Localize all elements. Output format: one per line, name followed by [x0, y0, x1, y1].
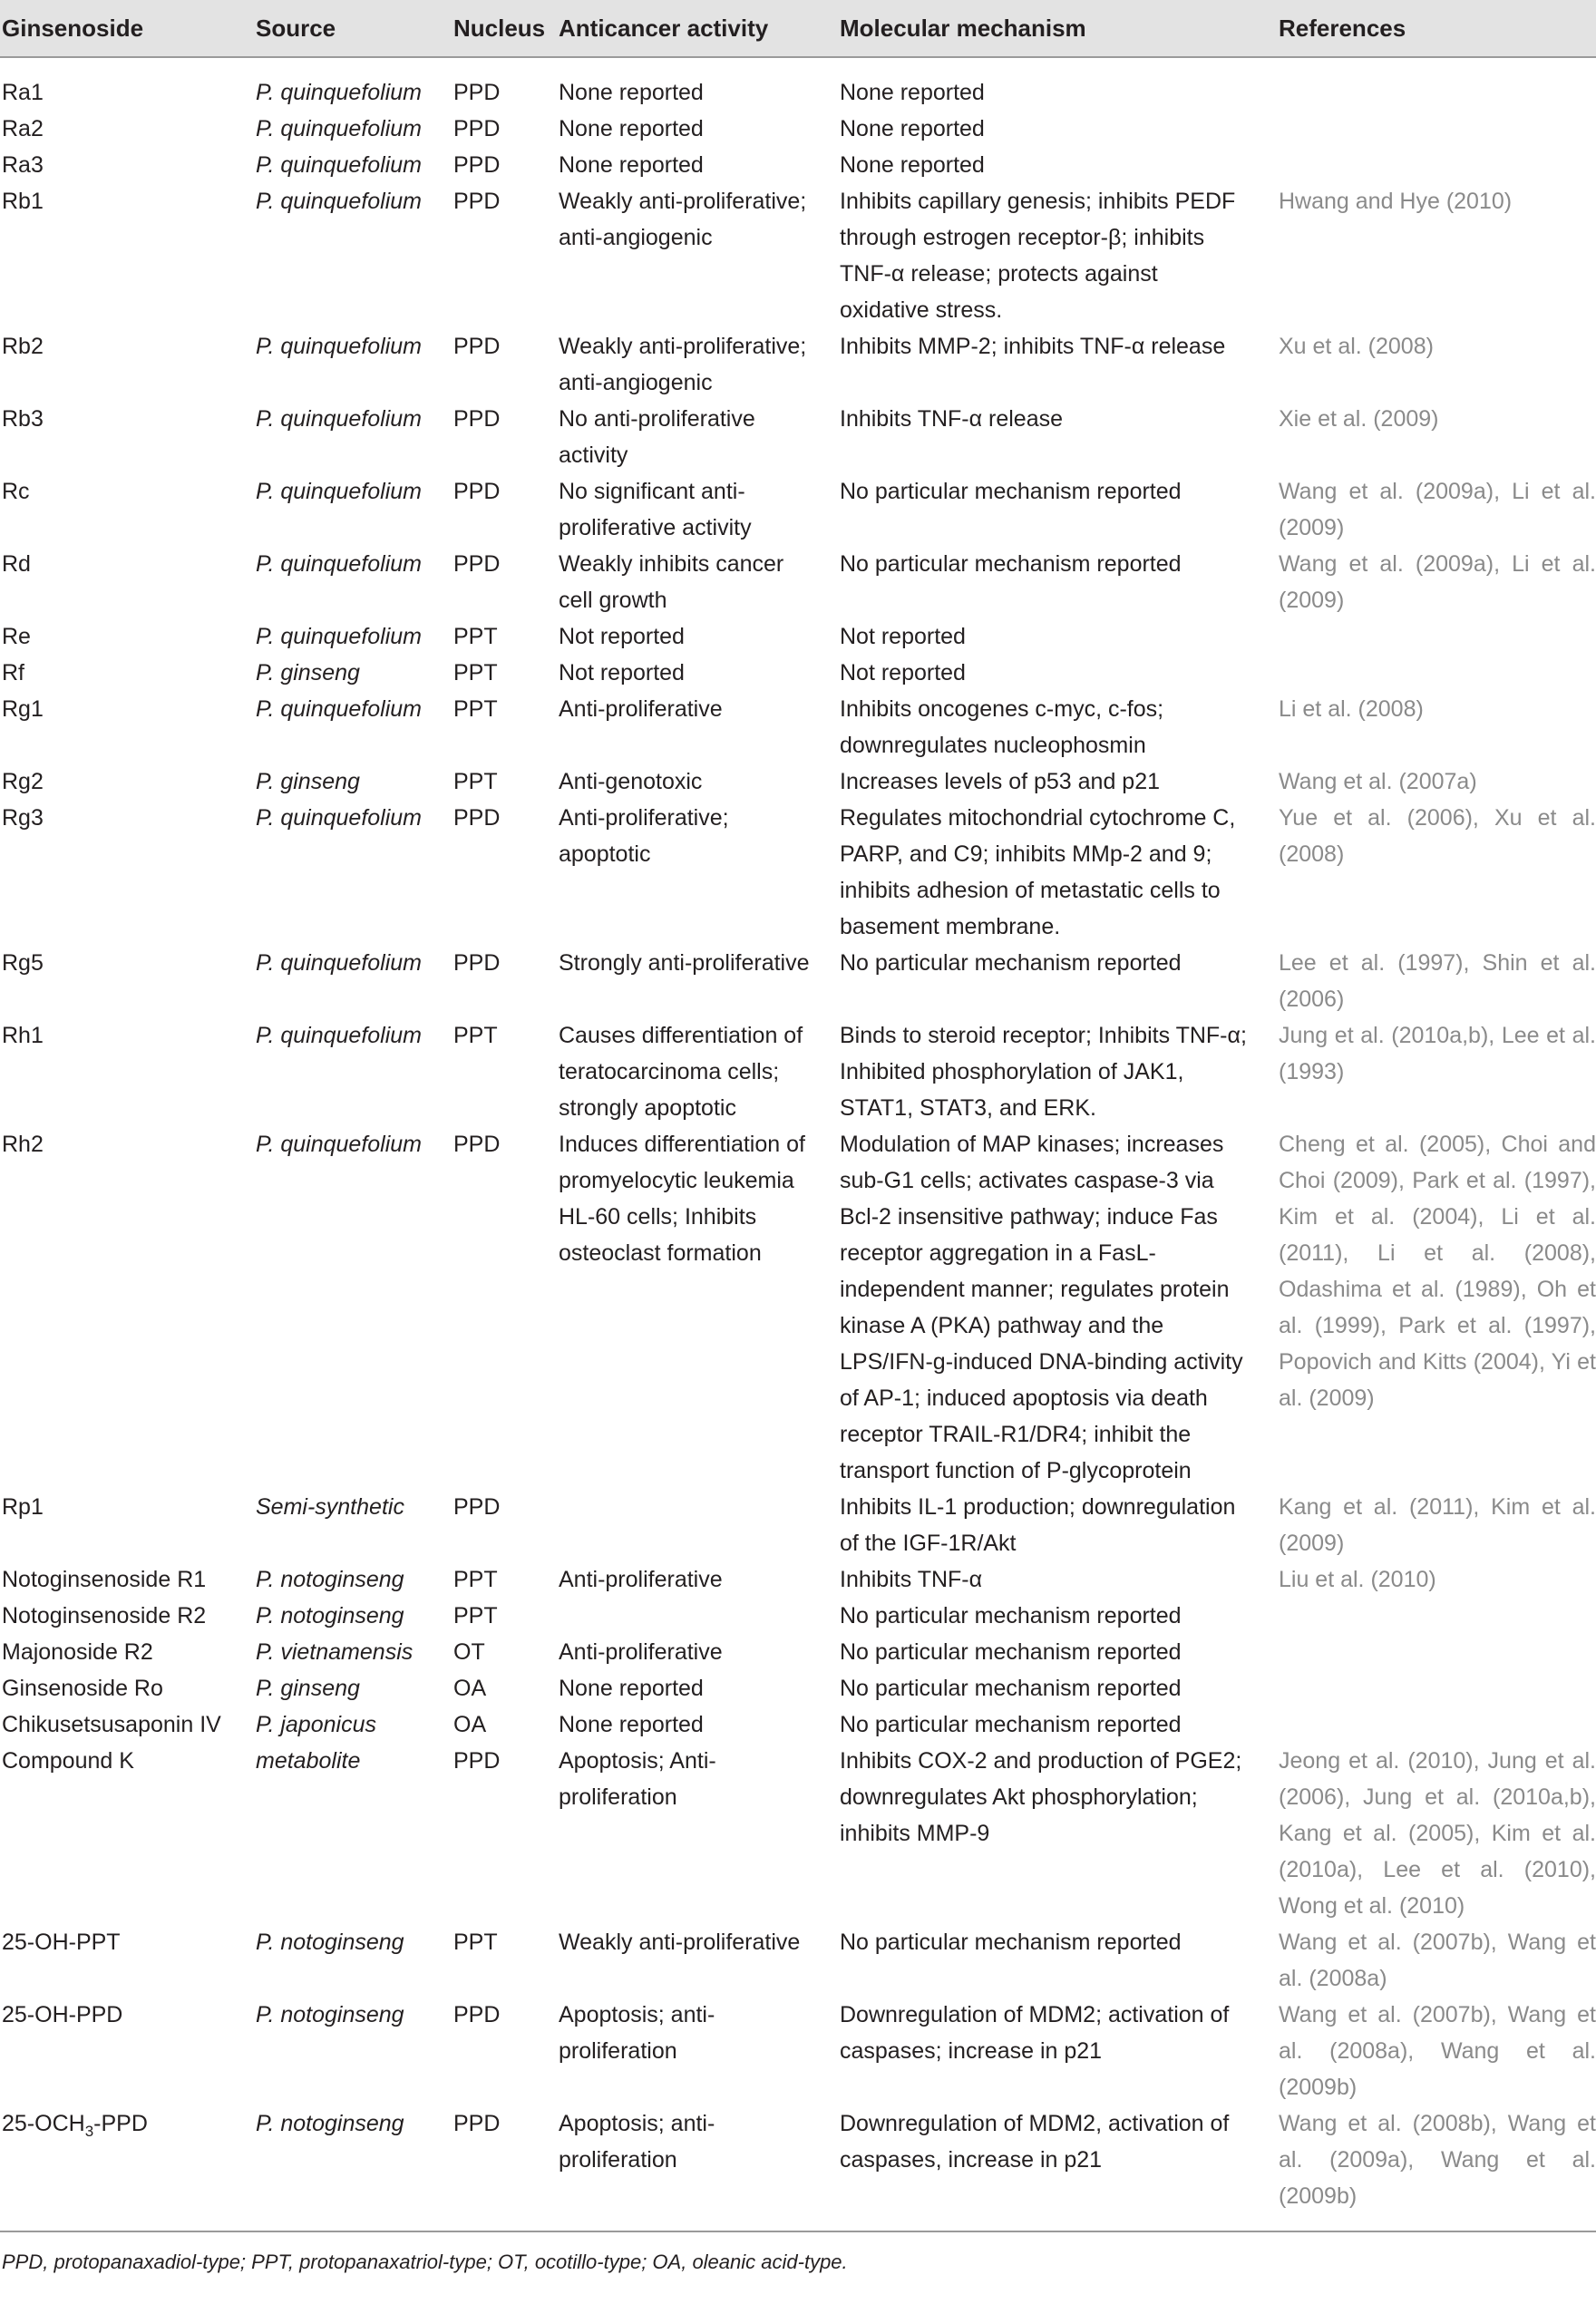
cell-references: Jeong et al. (2010), Jung et al. (2006), Jung et al. (2010a,b), Kang et al. (2005), Kim et al. (2010a), Lee et al. (2010), Wong et al. (2010)	[1279, 1748, 1596, 1919]
cell-activity: None reported	[559, 152, 704, 178]
cell-activity: Strongly anti-proliferative	[559, 950, 810, 976]
cell-mechanism: No particular mechanism reported	[840, 950, 1182, 976]
cell-references: Wang et al. (2009a), Li et al. (2009)	[1279, 479, 1596, 540]
cell-nucleus: OA	[453, 1712, 487, 1737]
cell-nucleus: PPD	[453, 805, 501, 831]
cell-activity: Weakly inhibits cancer cell growth	[559, 551, 784, 613]
cell-source: P. quinquefolium	[256, 696, 423, 722]
cell-activity: Anti-genotoxic	[559, 769, 703, 794]
table-row	[0, 1670, 1596, 1706]
table-row	[0, 111, 1596, 147]
cell-references: Yue et al. (2006), Xu et al. (2008)	[1279, 805, 1596, 867]
cell-nucleus: PPD	[453, 80, 501, 105]
header-nucleus: Nucleus	[435, 0, 540, 57]
cell-mechanism: No particular mechanism reported	[840, 1712, 1182, 1737]
cell-mechanism: Inhibits TNF-α release	[840, 406, 1064, 432]
cell-source: P. quinquefolium	[256, 80, 423, 105]
cell-references	[1260, 618, 1596, 655]
cell-ginsenoside: Ginsenoside Ro	[2, 1676, 163, 1701]
cell-ginsenoside: Rb3	[2, 406, 44, 432]
cell-mechanism: None reported	[840, 152, 985, 178]
cell-ginsenoside: 25-OH-PPD	[2, 2002, 123, 2027]
cell-nucleus: OT	[453, 1639, 485, 1665]
table-row	[0, 2105, 1596, 2214]
cell-references: Xie et al. (2009)	[1279, 406, 1439, 432]
cell-activity: Anti-proliferative	[559, 1567, 723, 1592]
cell-activity: Apoptosis; anti-proliferation	[559, 2002, 715, 2064]
table-row	[0, 618, 1596, 655]
table-row	[0, 473, 1596, 546]
cell-activity: Anti-proliferative	[559, 696, 723, 722]
cell-source: P. quinquefolium	[256, 479, 423, 504]
table-row	[0, 1743, 1596, 1924]
cell-activity: No anti-proliferative activity	[559, 406, 755, 468]
cell-references: Hwang and Hye (2010)	[1279, 189, 1513, 214]
cell-source: P. quinquefolium	[256, 334, 423, 359]
cell-ginsenoside: Rd	[2, 551, 31, 577]
cell-ginsenoside: Rh1	[2, 1023, 44, 1048]
table-row	[0, 401, 1596, 473]
cell-references: Wang et al. (2009a), Li et al. (2009)	[1279, 551, 1596, 613]
cell-source: P. quinquefolium	[256, 116, 423, 141]
cell-references	[1260, 147, 1596, 183]
cell-references: Wang et al. (2007a)	[1279, 769, 1477, 794]
cell-source: P. vietnamensis	[256, 1639, 414, 1665]
cell-nucleus: PPD	[453, 152, 501, 178]
cell-ginsenoside: $25-OCH_3$-PPD	[2, 2111, 148, 2140]
cell-ginsenoside: Rc	[2, 479, 30, 504]
cell-references	[1260, 1634, 1596, 1670]
cell-mechanism: No particular mechanism reported	[840, 551, 1182, 577]
cell-references: Lee et al. (1997), Shin et al. (2006)	[1279, 950, 1596, 1012]
cell-mechanism: Not reported	[840, 660, 966, 685]
cell-ginsenoside: Rf	[2, 660, 24, 685]
cell-activity: Induces differentiation of promyelocytic leukemia HL-60 cells; Inhibits osteoclast formation	[559, 1132, 805, 1266]
table-row	[0, 1017, 1596, 1126]
cell-nucleus: PPD	[453, 189, 501, 214]
cell-activity: Not reported	[559, 660, 685, 685]
cell-ginsenoside: Rg1	[2, 696, 44, 722]
cell-references	[1260, 1706, 1596, 1743]
cell-mechanism: None reported	[840, 80, 985, 105]
table-row	[0, 546, 1596, 618]
cell-references: Xu et al. (2008)	[1279, 334, 1434, 359]
cell-source: P. ginseng	[256, 769, 360, 794]
cell-activity: Weakly anti-proliferative	[559, 1930, 801, 1955]
table-header	[0, 0, 1596, 57]
table-row	[0, 1924, 1596, 1997]
table-row	[0, 1561, 1596, 1598]
cell-mechanism: No particular mechanism reported	[840, 1603, 1182, 1628]
cell-mechanism: Binds to steroid receptor; Inhibits TNF-α; Inhibited phosphorylation of JAK1, STAT1, STAT3, and ERK.	[840, 1023, 1247, 1121]
header-source: Source	[238, 0, 435, 57]
table-row	[0, 1706, 1596, 1743]
cell-nucleus: PPD	[453, 950, 501, 976]
cell-mechanism: Inhibits capillary genesis; inhibits PEDF through estrogen receptor-β; inhibits TNF-α release; protects against oxidative stress.	[840, 189, 1236, 323]
cell-activity: Apoptosis; Anti-proliferation	[559, 1748, 716, 1810]
cell-mechanism: Inhibits oncogenes c-myc, c-fos; downregulates nucleophosmin	[840, 696, 1164, 758]
cell-mechanism: Modulation of MAP kinases; increases sub-G1 cells; activates caspase-3 via Bcl-2 insensitive pathway; induce Fas receptor aggregation in a FasL-independent manner; regulates protein kinase A (PKA) pathway and the LPS/IFN-g-induced DNA-binding activity of AP-1; induced apoptosis via death receptor TRAIL-R1/DR4; inhibit the transport function of P-glycoprotein	[840, 1132, 1243, 1483]
table-row	[0, 57, 1596, 111]
cell-references: Cheng et al. (2005), Choi and Choi (2009), Park et al. (1997), Kim et al. (2004), Li et al. (2011), Li et al. (2008), Odashima et al. (1989), Oh et al. (1999), Park et al. (1997), Popovich and Kitts (2004), Yi et al. (2009)	[1279, 1132, 1596, 1411]
cell-source: P. ginseng	[256, 1676, 360, 1701]
cell-references	[1260, 1598, 1596, 1634]
cell-ginsenoside: Ra2	[2, 116, 44, 141]
table-row	[0, 147, 1596, 183]
footnote-divider	[0, 2231, 1596, 2232]
cell-source: P. quinquefolium	[256, 152, 423, 178]
table-body	[0, 57, 1596, 2214]
cell-references: Kang et al. (2011), Kim et al. (2009)	[1279, 1494, 1596, 1556]
cell-ginsenoside: Rg3	[2, 805, 44, 831]
cell-mechanism: No particular mechanism reported	[840, 1930, 1182, 1955]
cell-nucleus: PPD	[453, 551, 501, 577]
cell-ginsenoside: Majonoside R2	[2, 1639, 153, 1665]
subscript: 3	[84, 2123, 94, 2140]
cell-ginsenoside: Re	[2, 624, 31, 649]
cell-ginsenoside: Compound K	[2, 1748, 134, 1774]
cell-source: P. quinquefolium	[256, 805, 423, 831]
cell-ginsenoside: Chikusetsusaponin IV	[2, 1712, 221, 1737]
cell-activity: None reported	[559, 116, 704, 141]
header-molecular-mechanism: Molecular mechanism	[822, 0, 1260, 57]
cell-activity: Causes differentiation of teratocarcinoma cells; strongly apoptotic	[559, 1023, 803, 1121]
cell-mechanism: Downregulation of MDM2; activation of caspases; increase in p21	[840, 2002, 1230, 2064]
table-row	[0, 1598, 1596, 1634]
cell-activity	[540, 1598, 822, 1634]
cell-mechanism: Inhibits MMP-2; inhibits TNF-α release	[840, 334, 1226, 359]
cell-activity: None reported	[559, 80, 704, 105]
cell-source: P. quinquefolium	[256, 551, 423, 577]
table-footnote: PPD, protopanaxadiol-type; PPT, protopanaxatriol-type; OT, ocotillo-type; OA, oleanic acid-type.	[2, 2251, 848, 2273]
cell-source: P. japonicus	[256, 1712, 376, 1737]
cell-ginsenoside: Rb2	[2, 334, 44, 359]
cell-ginsenoside: Ra3	[2, 152, 44, 178]
cell-source: P. quinquefolium	[256, 1132, 423, 1157]
table-row	[0, 691, 1596, 763]
cell-nucleus: PPD	[453, 2002, 501, 2027]
cell-ginsenoside: Ra1	[2, 80, 44, 105]
cell-nucleus: PPT	[453, 624, 498, 649]
cell-references: Li et al. (2008)	[1279, 696, 1424, 722]
cell-activity: None reported	[559, 1676, 704, 1701]
cell-references: Jung et al. (2010a,b), Lee et al. (1993)	[1279, 1023, 1596, 1084]
cell-references	[1260, 655, 1596, 691]
table-row	[0, 800, 1596, 945]
cell-ginsenoside: 25-OH-PPT	[2, 1930, 121, 1955]
cell-references: Wang et al. (2007b), Wang et al. (2008a)	[1279, 1930, 1596, 1991]
header-row	[0, 0, 1596, 57]
cell-source: P. notoginseng	[256, 1567, 404, 1592]
table-row	[0, 655, 1596, 691]
cell-mechanism: Regulates mitochondrial cytochrome C, PARP, and C9; inhibits MMp-2 and 9; inhibits adhesion of metastatic cells to basement membrane.	[840, 805, 1236, 939]
cell-source: P. quinquefolium	[256, 624, 423, 649]
cell-nucleus: PPD	[453, 334, 501, 359]
cell-nucleus: OA	[453, 1676, 487, 1701]
cell-ginsenoside: Rp1	[2, 1494, 44, 1520]
cell-source: metabolite	[256, 1748, 361, 1774]
cell-nucleus: PPT	[453, 1567, 498, 1592]
cell-references: Wang et al. (2007b), Wang et al. (2008a), Wang et al. (2009b)	[1279, 2002, 1596, 2100]
cell-nucleus: PPD	[453, 116, 501, 141]
cell-mechanism: Not reported	[840, 624, 966, 649]
cell-mechanism: None reported	[840, 116, 985, 141]
cell-nucleus: PPD	[453, 479, 501, 504]
cell-ginsenoside: Rg5	[2, 950, 44, 976]
cell-references: Liu et al. (2010)	[1279, 1567, 1436, 1592]
cell-source: P. notoginseng	[256, 2002, 404, 2027]
cell-ginsenoside: Rb1	[2, 189, 44, 214]
table-row	[0, 945, 1596, 1017]
cell-references	[1260, 57, 1596, 111]
cell-source: P. notoginseng	[256, 1603, 404, 1628]
cell-activity: No significant anti-proliferative activity	[559, 479, 752, 540]
cell-ginsenoside: Rg2	[2, 769, 44, 794]
cell-mechanism: No particular mechanism reported	[840, 479, 1182, 504]
cell-source: P. notoginseng	[256, 2111, 404, 2136]
cell-nucleus: PPD	[453, 406, 501, 432]
table-row	[0, 1997, 1596, 2105]
cell-mechanism: Inhibits TNF-α	[840, 1567, 983, 1592]
cell-nucleus: PPT	[453, 696, 498, 722]
cell-activity: Not reported	[559, 624, 685, 649]
cell-ginsenoside: Notoginsenoside R2	[2, 1603, 207, 1628]
cell-source: P. quinquefolium	[256, 189, 423, 214]
table-row	[0, 763, 1596, 800]
cell-nucleus: PPD	[453, 1748, 501, 1774]
cell-nucleus: PPT	[453, 660, 498, 685]
cell-ginsenoside: Notoginsenoside R1	[2, 1567, 207, 1592]
table-row	[0, 328, 1596, 401]
cell-activity: Weakly anti-proliferative; anti-angiogenic	[559, 189, 807, 250]
table-row	[0, 183, 1596, 328]
cell-nucleus: PPT	[453, 1023, 498, 1048]
cell-nucleus: PPD	[453, 1132, 501, 1157]
cell-activity: Weakly anti-proliferative; anti-angiogenic	[559, 334, 807, 395]
cell-mechanism: Downregulation of MDM2, activation of caspases, increase in p21	[840, 2111, 1230, 2173]
table-row	[0, 1126, 1596, 1489]
cell-nucleus: PPT	[453, 1930, 498, 1955]
cell-source: P. quinquefolium	[256, 950, 423, 976]
cell-source: P. notoginseng	[256, 1930, 404, 1955]
cell-nucleus: PPD	[453, 2111, 501, 2136]
cell-mechanism: Inhibits IL-1 production; downregulation of the IGF-1R/Akt	[840, 1494, 1236, 1556]
cell-activity	[540, 1489, 822, 1561]
cell-source: P. quinquefolium	[256, 406, 423, 432]
cell-activity: Anti-proliferative; apoptotic	[559, 805, 729, 867]
cell-nucleus: PPD	[453, 1494, 501, 1520]
header-anticancer-activity: Anticancer activity	[540, 0, 822, 57]
cell-mechanism: No particular mechanism reported	[840, 1639, 1182, 1665]
cell-references: Wang et al. (2008b), Wang et al. (2009a), Wang et al. (2009b)	[1279, 2111, 1596, 2209]
cell-activity: None reported	[559, 1712, 704, 1737]
cell-source: P. quinquefolium	[256, 1023, 423, 1048]
cell-ginsenoside: Rh2	[2, 1132, 44, 1157]
cell-references	[1260, 1670, 1596, 1706]
cell-nucleus: PPT	[453, 1603, 498, 1628]
header-ginsenoside: Ginsenoside	[0, 0, 238, 57]
cell-references	[1260, 111, 1596, 147]
header-references: References	[1260, 0, 1596, 57]
cell-activity: Apoptosis; anti-proliferation	[559, 2111, 715, 2173]
cell-mechanism: Increases levels of p53 and p21	[840, 769, 1161, 794]
cell-source: Semi-synthetic	[256, 1494, 404, 1520]
cell-mechanism: Inhibits COX-2 and production of PGE2; downregulates Akt phosphorylation; inhibits MMP-9	[840, 1748, 1242, 1846]
table-row	[0, 1634, 1596, 1670]
cell-nucleus: PPT	[453, 769, 498, 794]
cell-source: P. ginseng	[256, 660, 360, 685]
cell-mechanism: No particular mechanism reported	[840, 1676, 1182, 1701]
table-row	[0, 1489, 1596, 1561]
cell-activity: Anti-proliferative	[559, 1639, 723, 1665]
